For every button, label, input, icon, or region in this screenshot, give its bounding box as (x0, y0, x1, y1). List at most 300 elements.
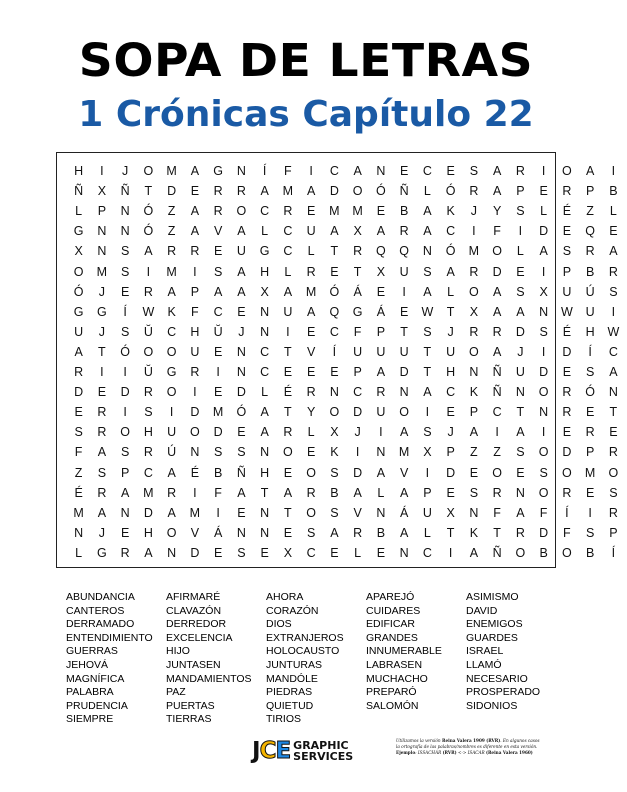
grid-cell[interactable]: L (75, 545, 83, 560)
grid-cell[interactable]: I (123, 405, 127, 420)
grid-cell[interactable]: C (260, 344, 270, 359)
grid-cell[interactable]: L (377, 485, 385, 500)
grid-cell[interactable]: O (143, 164, 154, 178)
grid-cell[interactable]: É (562, 204, 572, 219)
grid-cell[interactable]: R (190, 365, 200, 379)
grid-cell[interactable]: S (539, 465, 548, 480)
grid-cell[interactable]: S (423, 324, 432, 339)
grid-cell[interactable]: R (353, 244, 363, 259)
grid-cell[interactable]: A (237, 284, 246, 299)
grid-cell[interactable]: C (422, 164, 432, 178)
grid-cell[interactable]: U (399, 344, 409, 359)
grid-cell[interactable]: C (167, 324, 177, 339)
grid-cell[interactable]: A (353, 485, 362, 500)
grid-cell[interactable]: G (213, 164, 223, 178)
grid-cell[interactable]: S (237, 445, 246, 460)
grid-cell[interactable]: R (283, 425, 293, 440)
grid-cell[interactable]: D (539, 224, 549, 239)
grid-cell[interactable]: E (562, 224, 572, 239)
grid-cell[interactable]: T (284, 405, 292, 420)
grid-cell[interactable]: É (283, 385, 293, 400)
grid-cell[interactable]: Ŭ (143, 324, 153, 339)
grid-cell[interactable]: A (237, 264, 246, 279)
grid-cell[interactable]: O (166, 385, 177, 400)
grid-cell[interactable]: E (260, 545, 269, 560)
grid-cell[interactable]: E (306, 445, 316, 460)
grid-cell[interactable]: E (469, 465, 479, 480)
grid-cell[interactable]: A (190, 204, 200, 219)
grid-cell[interactable]: R (120, 545, 130, 560)
grid-cell[interactable]: R (585, 425, 595, 440)
grid-cell[interactable]: D (446, 465, 456, 480)
grid-cell[interactable]: E (585, 485, 595, 500)
grid-cell[interactable]: Ó (143, 204, 154, 219)
grid-cell[interactable]: A (74, 344, 83, 359)
grid-cell[interactable]: T (144, 184, 153, 199)
grid-cell[interactable]: Z (167, 224, 176, 239)
grid-cell[interactable]: N (469, 505, 479, 520)
grid-cell[interactable]: I (309, 164, 313, 178)
grid-cell[interactable]: I (100, 365, 104, 379)
grid-cell[interactable]: J (98, 284, 105, 299)
grid-cell[interactable]: A (516, 304, 525, 319)
grid-cell[interactable]: B (376, 525, 386, 540)
grid-cell[interactable]: L (75, 204, 83, 219)
grid-cell[interactable]: I (588, 505, 592, 520)
grid-cell[interactable]: H (74, 164, 84, 178)
grid-cell[interactable]: N (515, 485, 525, 500)
grid-cell[interactable]: H (190, 324, 200, 339)
grid-cell[interactable]: Ó (236, 405, 247, 420)
grid-cell[interactable]: R (515, 164, 525, 178)
grid-cell[interactable]: T (260, 485, 269, 500)
grid-cell[interactable]: Q (399, 244, 409, 259)
grid-cell[interactable]: O (608, 465, 619, 480)
grid-cell[interactable]: J (447, 324, 454, 339)
grid-cell[interactable]: T (446, 525, 455, 540)
grid-cell[interactable]: S (469, 164, 479, 178)
grid-cell[interactable]: I (541, 264, 546, 279)
grid-cell[interactable]: I (425, 465, 430, 480)
grid-cell[interactable]: A (399, 525, 409, 540)
grid-cell[interactable]: P (353, 365, 362, 379)
grid-cell[interactable]: E (120, 525, 130, 540)
grid-cell[interactable]: R (376, 385, 386, 400)
grid-cell[interactable]: A (423, 284, 432, 299)
grid-cell[interactable]: E (376, 204, 386, 219)
grid-cell[interactable]: N (376, 445, 386, 460)
grid-cell[interactable]: U (190, 344, 200, 359)
grid-cell[interactable]: A (190, 164, 200, 178)
grid-cell[interactable]: N (376, 164, 386, 178)
grid-cell[interactable]: M (143, 485, 154, 500)
grid-cell[interactable]: Q (376, 244, 386, 259)
grid-cell[interactable]: E (330, 264, 339, 279)
grid-cell[interactable]: G (73, 224, 84, 239)
grid-cell[interactable]: Z (470, 445, 478, 460)
grid-cell[interactable]: S (120, 264, 130, 279)
grid-cell[interactable]: Á (376, 304, 386, 319)
grid-cell[interactable]: Ó (445, 184, 456, 199)
grid-cell[interactable]: F (493, 505, 501, 520)
grid-cell[interactable]: L (516, 244, 524, 259)
grid-cell[interactable]: O (538, 485, 549, 500)
grid-cell[interactable]: Í (332, 344, 337, 359)
grid-cell[interactable]: Ó (445, 244, 456, 259)
grid-cell[interactable]: O (190, 425, 200, 440)
grid-cell[interactable]: D (399, 365, 409, 379)
grid-cell[interactable]: Ó (73, 284, 84, 299)
grid-cell[interactable]: S (516, 204, 525, 219)
grid-cell[interactable]: S (423, 425, 432, 440)
grid-cell[interactable]: R (236, 184, 246, 199)
grid-cell[interactable]: G (73, 304, 84, 319)
grid-cell[interactable]: O (538, 445, 549, 460)
grid-cell[interactable]: C (492, 405, 502, 420)
grid-cell[interactable]: R (167, 485, 177, 500)
grid-cell[interactable]: N (190, 445, 200, 460)
grid-cell[interactable]: E (306, 204, 316, 219)
grid-cell[interactable]: A (144, 545, 153, 560)
grid-cell[interactable]: T (609, 405, 618, 420)
grid-cell[interactable]: L (261, 224, 269, 239)
grid-cell[interactable]: W (607, 324, 620, 339)
grid-cell[interactable]: L (284, 264, 292, 279)
grid-cell[interactable]: N (236, 525, 246, 540)
grid-cell[interactable]: D (213, 425, 223, 440)
grid-cell[interactable]: N (120, 505, 130, 520)
grid-cell[interactable]: A (167, 465, 176, 480)
grid-cell[interactable]: M (212, 405, 224, 420)
grid-cell[interactable]: D (539, 525, 549, 540)
grid-cell[interactable]: N (236, 164, 246, 178)
grid-cell[interactable]: G (97, 545, 107, 560)
grid-cell[interactable]: R (492, 485, 502, 500)
grid-cell[interactable]: J (98, 525, 105, 540)
grid-cell[interactable]: Í (262, 164, 267, 178)
grid-cell[interactable]: R (190, 244, 200, 259)
grid-cell[interactable]: T (284, 505, 292, 520)
grid-cell[interactable]: X (423, 445, 432, 460)
grid-cell[interactable]: A (283, 284, 293, 299)
grid-cell[interactable]: O (166, 525, 177, 540)
grid-cell[interactable]: G (166, 365, 177, 379)
grid-cell[interactable]: A (423, 385, 432, 400)
grid-cell[interactable]: N (399, 385, 409, 400)
grid-cell[interactable]: O (562, 164, 572, 178)
grid-cell[interactable]: C (446, 385, 456, 400)
grid-cell[interactable]: M (305, 284, 317, 299)
grid-cell[interactable]: H (260, 264, 270, 279)
grid-cell[interactable]: S (97, 465, 107, 480)
grid-cell[interactable]: A (446, 264, 455, 279)
grid-cell[interactable]: R (306, 264, 316, 279)
grid-cell[interactable]: G (259, 244, 270, 259)
grid-cell[interactable]: É (562, 324, 572, 339)
grid-cell[interactable]: O (562, 465, 572, 480)
grid-cell[interactable]: E (562, 425, 572, 440)
grid-cell[interactable]: S (120, 445, 130, 460)
grid-cell[interactable]: E (585, 405, 595, 420)
grid-cell[interactable]: D (562, 445, 572, 460)
grid-cell[interactable]: R (608, 264, 618, 279)
grid-cell[interactable]: F (74, 445, 83, 460)
grid-cell[interactable]: N (539, 304, 549, 319)
grid-cell[interactable]: Ñ (236, 465, 246, 480)
grid-cell[interactable]: U (74, 324, 84, 339)
grid-cell[interactable]: X (446, 505, 455, 520)
grid-cell[interactable]: X (539, 284, 548, 299)
grid-cell[interactable]: M (189, 505, 201, 520)
grid-cell[interactable]: S (330, 505, 339, 520)
grid-cell[interactable]: U (562, 284, 572, 299)
grid-cell[interactable]: O (562, 545, 572, 560)
grid-cell[interactable]: Á (353, 284, 362, 299)
grid-cell[interactable]: C (353, 385, 363, 400)
grid-cell[interactable]: O (469, 284, 479, 299)
grid-cell[interactable]: X (376, 264, 386, 279)
grid-cell[interactable]: R (608, 505, 618, 520)
grid-cell[interactable]: S (423, 264, 432, 279)
grid-cell[interactable]: R (97, 485, 107, 500)
grid-cell[interactable]: E (330, 545, 339, 560)
grid-cell[interactable]: B (213, 465, 223, 480)
grid-cell[interactable]: A (167, 284, 176, 299)
grid-cell[interactable]: E (237, 304, 246, 319)
grid-cell[interactable]: O (329, 405, 340, 420)
grid-cell[interactable]: T (330, 244, 339, 259)
grid-cell[interactable]: B (539, 545, 548, 560)
grid-cell[interactable]: R (562, 385, 572, 400)
grid-cell[interactable]: A (376, 224, 386, 239)
grid-cell[interactable]: R (399, 224, 409, 239)
grid-cell[interactable]: O (236, 204, 247, 219)
grid-cell[interactable]: D (120, 385, 130, 400)
grid-cell[interactable]: U (306, 224, 316, 239)
grid-cell[interactable]: M (282, 184, 294, 199)
grid-cell[interactable]: O (306, 505, 316, 520)
grid-cell[interactable]: O (399, 405, 409, 420)
grid-cell[interactable]: R (562, 405, 572, 420)
grid-cell[interactable]: K (330, 445, 339, 460)
grid-cell[interactable]: P (446, 445, 455, 460)
grid-cell[interactable]: M (468, 244, 480, 259)
grid-cell[interactable]: L (423, 525, 431, 540)
grid-cell[interactable]: P (423, 485, 432, 500)
grid-cell[interactable]: A (399, 425, 409, 440)
grid-cell[interactable]: S (120, 244, 130, 259)
grid-cell[interactable]: T (493, 525, 501, 540)
grid-cell[interactable]: E (97, 385, 107, 400)
grid-cell[interactable]: A (469, 545, 479, 560)
grid-cell[interactable]: S (213, 264, 223, 279)
grid-cell[interactable]: H (446, 365, 456, 379)
grid-cell[interactable]: Í (565, 505, 569, 520)
grid-cell[interactable]: C (260, 204, 270, 219)
grid-cell[interactable]: N (120, 224, 130, 239)
grid-cell[interactable]: F (563, 525, 571, 540)
grid-cell[interactable]: K (469, 525, 479, 540)
grid-cell[interactable]: Z (167, 204, 176, 219)
grid-cell[interactable]: N (167, 545, 177, 560)
grid-cell[interactable]: A (97, 445, 107, 460)
grid-cell[interactable]: F (493, 224, 501, 239)
grid-cell[interactable]: C (283, 244, 293, 259)
grid-cell[interactable]: S (306, 525, 316, 540)
grid-cell[interactable]: J (98, 324, 105, 339)
grid-cell[interactable]: A (306, 304, 316, 319)
grid-cell[interactable]: H (585, 324, 595, 339)
grid-cell[interactable]: J (354, 425, 361, 440)
grid-cell[interactable]: S (74, 425, 83, 440)
grid-cell[interactable]: Y (492, 204, 502, 219)
grid-cell[interactable]: Ñ (399, 184, 409, 199)
grid-cell[interactable]: I (541, 164, 546, 178)
grid-cell[interactable]: D (515, 324, 525, 339)
grid-cell[interactable]: R (469, 264, 479, 279)
grid-cell[interactable]: R (143, 445, 153, 460)
grid-cell[interactable]: E (609, 224, 618, 239)
grid-cell[interactable]: Q (329, 304, 340, 319)
grid-cell[interactable]: P (376, 324, 386, 339)
grid-cell[interactable]: U (422, 505, 432, 520)
grid-cell[interactable]: I (611, 304, 616, 319)
grid-cell[interactable]: I (123, 365, 127, 379)
grid-cell[interactable]: I (611, 164, 616, 178)
grid-cell[interactable]: E (562, 365, 572, 379)
grid-cell[interactable]: R (143, 284, 153, 299)
grid-cell[interactable]: P (97, 204, 107, 219)
grid-cell[interactable]: Z (493, 445, 501, 460)
grid-cell[interactable]: U (167, 425, 177, 440)
grid-cell[interactable]: N (120, 204, 130, 219)
grid-cell[interactable]: H (260, 465, 270, 480)
grid-cell[interactable]: W (142, 304, 155, 319)
grid-cell[interactable]: Ñ (492, 385, 502, 400)
grid-cell[interactable]: P (585, 184, 595, 199)
grid-cell[interactable]: A (539, 244, 548, 259)
grid-cell[interactable]: R (213, 204, 223, 219)
grid-cell[interactable]: T (423, 365, 432, 379)
grid-cell[interactable]: Ŭ (143, 365, 153, 379)
grid-cell[interactable]: G (352, 304, 363, 319)
grid-cell[interactable]: E (213, 385, 223, 400)
grid-cell[interactable]: I (448, 545, 453, 560)
grid-cell[interactable]: R (562, 184, 572, 199)
grid-cell[interactable]: U (515, 365, 525, 379)
grid-cell[interactable]: M (398, 445, 410, 460)
grid-cell[interactable]: J (238, 324, 245, 339)
grid-cell[interactable]: U (283, 304, 293, 319)
grid-cell[interactable]: A (190, 224, 200, 239)
grid-cell[interactable]: X (283, 545, 293, 560)
grid-cell[interactable]: A (423, 224, 432, 239)
grid-cell[interactable]: N (260, 304, 270, 319)
grid-cell[interactable]: I (541, 425, 546, 440)
grid-cell[interactable]: P (609, 525, 618, 540)
grid-cell[interactable]: O (306, 465, 316, 480)
grid-cell[interactable]: A (120, 485, 130, 500)
grid-cell[interactable]: E (399, 164, 409, 178)
grid-cell[interactable]: X (260, 284, 269, 299)
grid-cell[interactable]: D (190, 545, 200, 560)
grid-cell[interactable]: A (260, 425, 269, 440)
grid-cell[interactable]: E (446, 164, 455, 178)
grid-cell[interactable]: E (283, 465, 293, 480)
grid-cell[interactable]: D (353, 465, 363, 480)
grid-cell[interactable]: J (517, 344, 524, 359)
grid-cell[interactable]: R (167, 244, 177, 259)
grid-cell[interactable]: Ú (167, 445, 177, 460)
grid-cell[interactable]: I (425, 405, 430, 420)
grid-cell[interactable]: R (492, 324, 502, 339)
grid-cell[interactable]: P (469, 405, 479, 420)
grid-cell[interactable]: N (260, 525, 270, 540)
grid-cell[interactable]: C (306, 545, 316, 560)
grid-cell[interactable]: E (376, 284, 386, 299)
grid-cell[interactable]: V (306, 344, 316, 359)
grid-cell[interactable]: R (585, 244, 595, 259)
grid-cell[interactable]: U (236, 244, 246, 259)
grid-cell[interactable]: I (216, 505, 220, 520)
grid-cell[interactable]: F (191, 304, 199, 319)
grid-cell[interactable]: I (495, 425, 499, 440)
grid-cell[interactable]: B (585, 545, 595, 560)
grid-cell[interactable]: E (74, 405, 83, 420)
grid-cell[interactable]: E (446, 405, 455, 420)
grid-cell[interactable]: R (306, 485, 316, 500)
grid-cell[interactable]: U (585, 304, 595, 319)
grid-cell[interactable]: B (330, 485, 339, 500)
grid-cell[interactable]: Ŭ (213, 324, 223, 339)
grid-cell[interactable]: T (400, 324, 408, 339)
grid-cell[interactable]: R (74, 365, 84, 379)
grid-cell[interactable]: S (120, 324, 130, 339)
grid-cell[interactable]: I (193, 264, 197, 279)
grid-cell[interactable]: Ó (120, 344, 130, 359)
grid-cell[interactable]: E (516, 465, 525, 480)
grid-cell[interactable]: P (585, 445, 595, 460)
grid-cell[interactable]: A (237, 485, 246, 500)
grid-cell[interactable]: I (169, 405, 174, 420)
grid-cell[interactable]: L (447, 284, 455, 299)
grid-cell[interactable]: C (608, 344, 618, 359)
grid-cell[interactable]: É (190, 465, 200, 480)
grid-cell[interactable]: O (538, 385, 549, 400)
grid-cell[interactable]: C (446, 224, 456, 239)
grid-cell[interactable]: R (608, 445, 618, 460)
grid-cell[interactable]: X (97, 184, 107, 199)
grid-cell[interactable]: D (74, 385, 84, 400)
grid-cell[interactable]: A (144, 244, 153, 259)
grid-cell[interactable]: N (399, 545, 409, 560)
grid-cell[interactable]: E (376, 545, 386, 560)
grid-cell[interactable]: E (446, 485, 455, 500)
grid-cell[interactable]: N (260, 445, 270, 460)
grid-cell[interactable]: M (329, 204, 340, 219)
grid-cell[interactable]: S (516, 445, 525, 460)
grid-cell[interactable]: D (329, 184, 339, 199)
grid-cell[interactable]: E (120, 284, 130, 299)
grid-cell[interactable]: A (492, 164, 502, 178)
grid-cell[interactable]: O (283, 445, 293, 460)
grid-cell[interactable]: E (283, 525, 293, 540)
grid-cell[interactable]: E (237, 425, 246, 440)
grid-cell[interactable]: D (539, 365, 549, 379)
grid-cell[interactable]: D (167, 184, 177, 199)
grid-cell[interactable]: X (330, 425, 339, 440)
grid-cell[interactable]: C (329, 324, 339, 339)
